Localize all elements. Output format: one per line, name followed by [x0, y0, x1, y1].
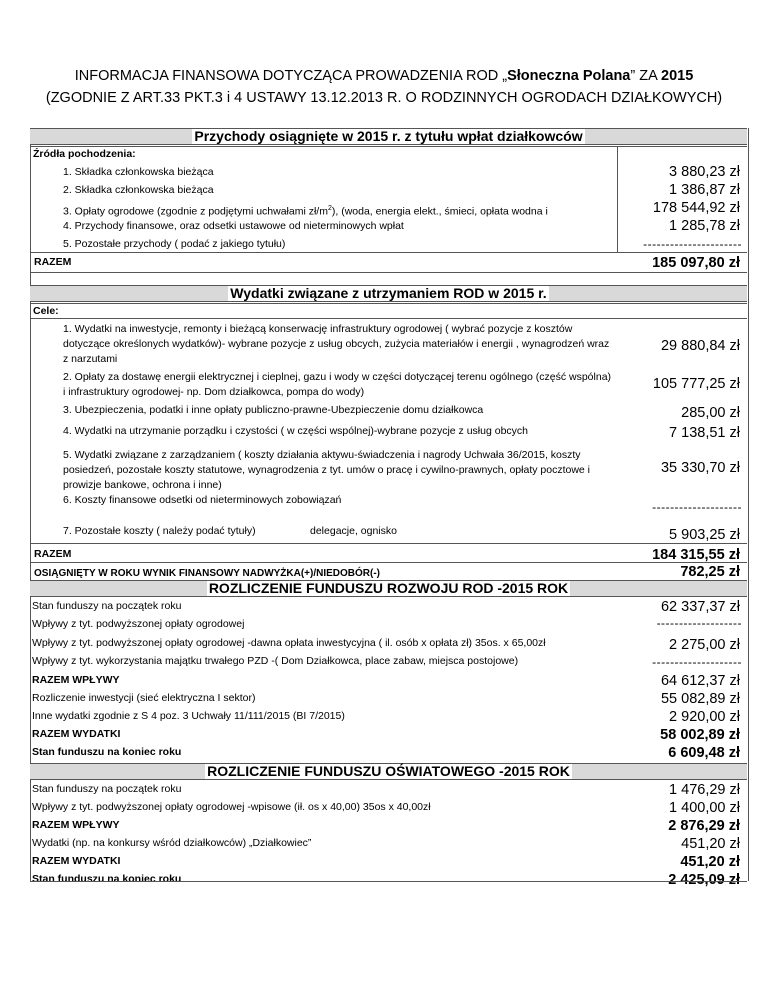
income-total-value: 185 097,80 zł: [652, 255, 740, 271]
dev-fund-row-3: Wpływy z tyt. podwyższonej opłaty ogrodowej -dawna opłata inwestycyjna ( il. osób x opłata zł) 35os. x 65,00zł: [32, 637, 546, 649]
development-fund-heading: ROZLICZENIE FUNDUSZU ROZWOJU ROD -2015 ROK: [30, 580, 747, 597]
income-value-4: 1 285,78 zł: [669, 218, 740, 234]
dev-fund-value-5: 64 612,37 zł: [660, 673, 740, 689]
income-item-1: 1. Składka członkowska bieżąca: [63, 166, 214, 178]
dev-fund-value-7: 2 920,00 zł: [669, 709, 740, 725]
expense-item-4: 4. Wydatki na utrzymanie porządku i czystości ( w części wspólnej)-wybrane pozycje z usług obcych: [63, 425, 529, 437]
income-item-5: 5. Pozostałe przychody ( podać z jakiego tytułu): [63, 238, 286, 250]
expense-value-4: 7 138,51 zł: [669, 425, 740, 441]
expense-item-6: 6. Koszty finansowe odsetki od nieterminowych zobowiązań: [63, 494, 342, 506]
income-item-3: 3. Opłaty ogrodowe (zgodnie z podjętymi uchwałami $zł/m^2$), (woda, energia elekt., śmieci, opłata wodna i: [63, 205, 548, 218]
expense-value-5: 35 330,70 zł: [660, 460, 740, 476]
income-item-4: 4. Przychody finansowe, oraz odsetki ustawowe od nieterminowych wpłat: [63, 220, 404, 232]
financial-result-value: 782,25 zł: [680, 564, 740, 580]
income-item-2: 2. Składka członkowska bieżąca: [63, 184, 214, 196]
expense-value-1: 29 880,84 zł: [660, 338, 740, 354]
dev-fund-value-8: 58 002,89 zł: [660, 727, 740, 743]
income-value-5: ----------------------: [643, 237, 742, 251]
income-total-label: RAZEM: [34, 256, 72, 268]
expense-item-7-note: delegacje, ognisko: [310, 525, 397, 537]
report-year: 2015: [661, 68, 694, 84]
edu-fund-value-3: 2 876,29 zł: [668, 818, 740, 834]
edu-fund-row-2: Wpływy z tyt. podwyższonej opłaty ogrodowej -wpisowe (ił. os x 40,00) 35os x 40,00zł: [32, 801, 431, 813]
income-value-1: 3 880,23 zł: [669, 164, 740, 180]
expense-value-2: 105 777,25 zł: [652, 376, 740, 392]
income-heading: Przychody osiągnięte w 2015 r. z tytułu wpłat działkowców: [30, 128, 747, 145]
dev-fund-value-9: 6 609,48 zł: [668, 745, 740, 761]
education-fund-heading: ROZLICZENIE FUNDUSZU OŚWIATOWEGO -2015 ROK: [30, 763, 747, 780]
expenses-total-label: RAZEM: [34, 548, 72, 560]
edu-fund-row-1: Stan funduszy na początek roku: [32, 783, 182, 795]
dev-fund-row-5: RAZEM WPŁYWY: [32, 674, 120, 686]
expenses-heading: Wydatki związane z utrzymaniem ROD w 2015 r.: [30, 285, 747, 302]
dev-fund-value-3: 2 275,00 zł: [669, 637, 740, 653]
expense-value-7: 5 903,25 zł: [669, 527, 740, 543]
edu-fund-value-4: 451,20 zł: [681, 836, 740, 852]
dev-fund-row-1: Stan funduszy na początek roku: [32, 600, 182, 612]
dev-fund-row-2: Wpływy z tyt. podwyższonej opłaty ogrodowej: [32, 618, 245, 630]
dev-fund-value-4: --------------------: [652, 655, 742, 669]
expense-value-3: 285,00 zł: [681, 405, 740, 421]
income-sources-label: Źródła pochodzenia:: [33, 148, 136, 160]
expense-item-5: 5. Wydatki związane z zarządzaniem ( koszty działania aktywu-świadczenia i nagrody Uchwała 36/2015, koszty posiedzeń, pozostałe koszty statutowe, wynagrodzenia z tyt. umów o pracę i cywilno-prawnych, opłaty pocztowe i prowizje bankowe, ochrona i inne): [63, 449, 591, 491]
expense-item-7: 7. Pozostałe koszty ( należy podać tytuły): [63, 525, 256, 537]
document-title: INFORMACJA FINANSOWA DOTYCZĄCA PROWADZENIA ROD „Słoneczna Polana” ZA 2015: [74, 68, 694, 84]
garden-name: Słoneczna Polana: [507, 68, 631, 84]
dev-fund-value-2: -------------------: [656, 616, 742, 630]
expense-item-3: 3. Ubezpieczenia, podatki i inne opłaty publiczno-prawne-Ubezpieczenie domu działkowca: [63, 404, 484, 416]
edu-fund-row-6: Stan funduszu na koniec roku: [32, 873, 182, 885]
dev-fund-value-6: 55 082,89 zł: [660, 691, 740, 707]
expense-item-2: 2. Opłaty za dostawę energii elektrycznej i cieplnej, gazu i wody w części dotyczącej terenu ogólnego (część wspólna) i infrastruktury ogrodowej- np. Dom działkowca, pompa do wody): [63, 371, 612, 398]
dev-fund-row-8: RAZEM WYDATKI: [32, 728, 121, 740]
dev-fund-row-6: Rozliczenie inwestycji (sieć elektryczna I sektor): [32, 692, 256, 704]
expense-item-1: 1. Wydatki na inwestycje, remonty i bieżącą konserwację infrastruktury ogrodowej ( wybrać pozycje z kosztów dotyczące określonych wydatków)- wybrane pozycje z usług obcych, zużycia materiałów i energii , wynagrodzeń wraz z narzutami: [63, 323, 610, 365]
dev-fund-value-1: 62 337,37 zł: [660, 599, 740, 615]
income-value-2: 1 386,87 zł: [669, 182, 740, 198]
expense-value-6: --------------------: [652, 500, 742, 514]
edu-fund-value-1: 1 476,29 zł: [669, 782, 740, 798]
edu-fund-row-5: RAZEM WYDATKI: [32, 855, 121, 867]
dev-fund-row-7: Inne wydatki zgodnie z S 4 poz. 3 Uchwały 11/111/2015 (BI 7/2015): [32, 710, 345, 722]
edu-fund-value-5: 451,20 zł: [680, 854, 740, 870]
dev-fund-row-4: Wpływy z tyt. wykorzystania majątku trwałego PZD -( Dom Działkowca, place zabaw, miejsca postojowe): [32, 655, 519, 667]
income-value-3: 178 544,92 zł: [652, 200, 740, 216]
expenses-total-value: 184 315,55 zł: [652, 547, 740, 563]
edu-fund-value-2: 1 400,00 zł: [669, 800, 740, 816]
edu-fund-row-3: RAZEM WPŁYWY: [32, 819, 120, 831]
expenses-goals-label: Cele:: [33, 305, 59, 317]
edu-fund-value-6: 2 425,09 zł: [668, 872, 740, 888]
document-subtitle: (ZGODNIE Z ART.33 PKT.3 i 4 USTAWY 13.12.2013 R. O RODZINNYCH OGRODACH DZIAŁKOWYCH): [45, 90, 723, 106]
dev-fund-row-9: Stan funduszu na koniec roku: [32, 746, 182, 758]
edu-fund-row-4: Wydatki (np. na konkursy wśród działkowców) „Działkowiec”: [32, 837, 312, 849]
financial-result-label: OSIĄGNIĘTY W ROKU WYNIK FINANSOWY NADWYŻKA(+)/NIEDOBÓR(-): [34, 568, 381, 579]
